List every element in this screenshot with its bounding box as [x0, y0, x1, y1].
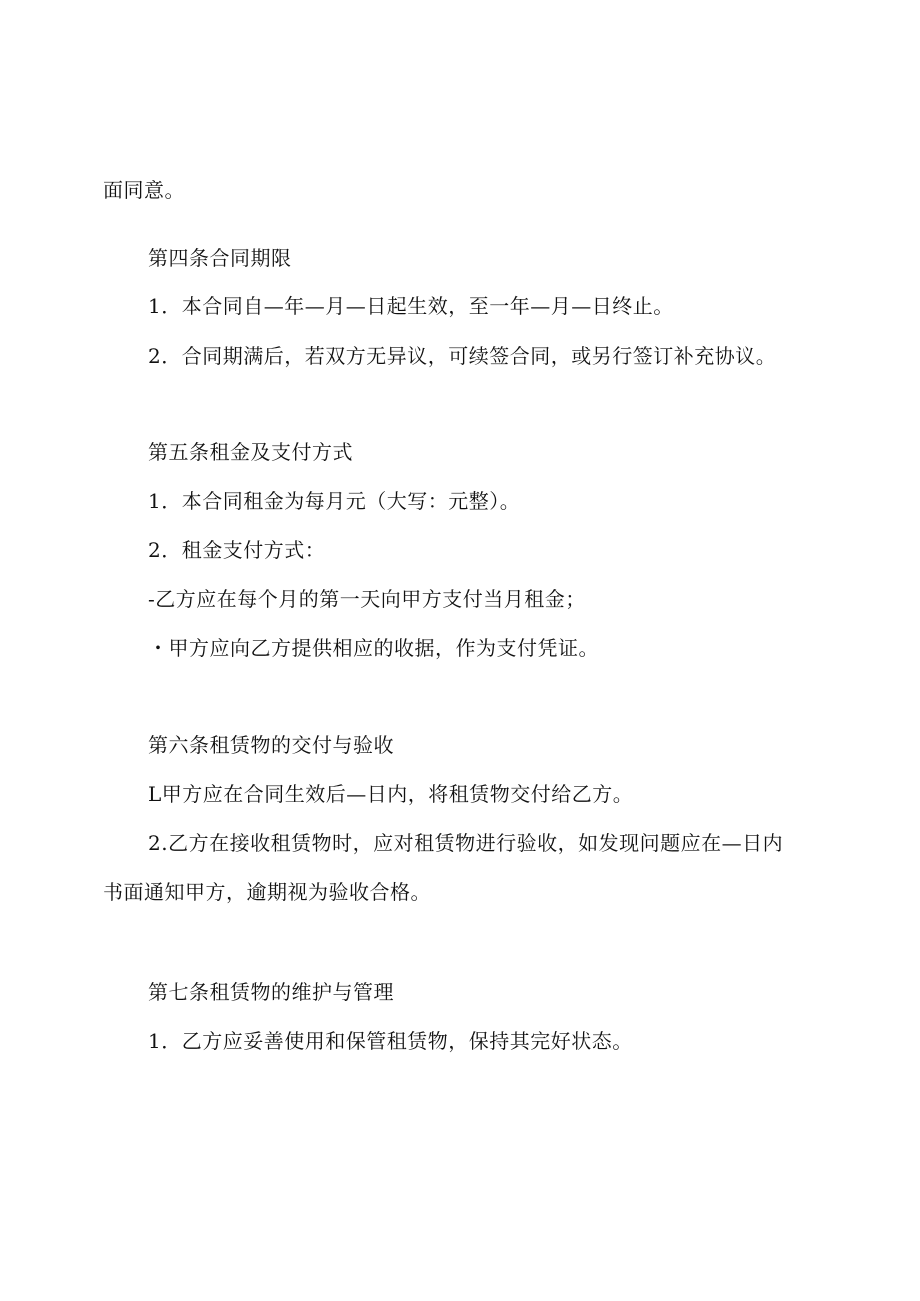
- article-5-heading: 第五条租金及支付方式: [148, 440, 353, 464]
- article-5-bullet-1: -乙方应在每个月的第一天向甲方支付当月租金；: [148, 587, 586, 611]
- article-7-item-1: 1．乙方应妥善使用和保管租赁物，保持其完好状态。: [148, 1029, 633, 1053]
- article-4-item-1: 1．本合同自—年—月—日起生效，至一年—月—日终止。: [148, 294, 674, 318]
- article-6-item-1: L甲方应在合同生效后—日内，将租赁物交付给乙方。: [148, 782, 634, 806]
- continuation-text: 面同意。: [103, 178, 185, 202]
- article-4-item-2: 2．合同期满后，若双方无异议，可续签合同，或另行签订补充协议。: [148, 344, 777, 368]
- article-6-heading: 第六条租赁物的交付与验收: [148, 733, 394, 757]
- article-5-bullet-2: ・甲方应向乙方提供相应的收据，作为支付凭证。: [148, 636, 599, 660]
- article-6-item-2-line-2: 书面通知甲方，逾期视为验收合格。: [103, 880, 431, 904]
- article-6-item-2-line-1: 2.乙方在接收租赁物时，应对租赁物进行验收，如发现问题应在—日内: [148, 831, 784, 855]
- article-4-heading: 第四条合同期限: [148, 246, 292, 270]
- article-5-item-1: 1．本合同租金为每月元（大写：元整）。: [148, 489, 521, 513]
- article-7-heading: 第七条租赁物的维护与管理: [148, 980, 394, 1004]
- article-5-item-2: 2．租金支付方式：: [148, 538, 326, 562]
